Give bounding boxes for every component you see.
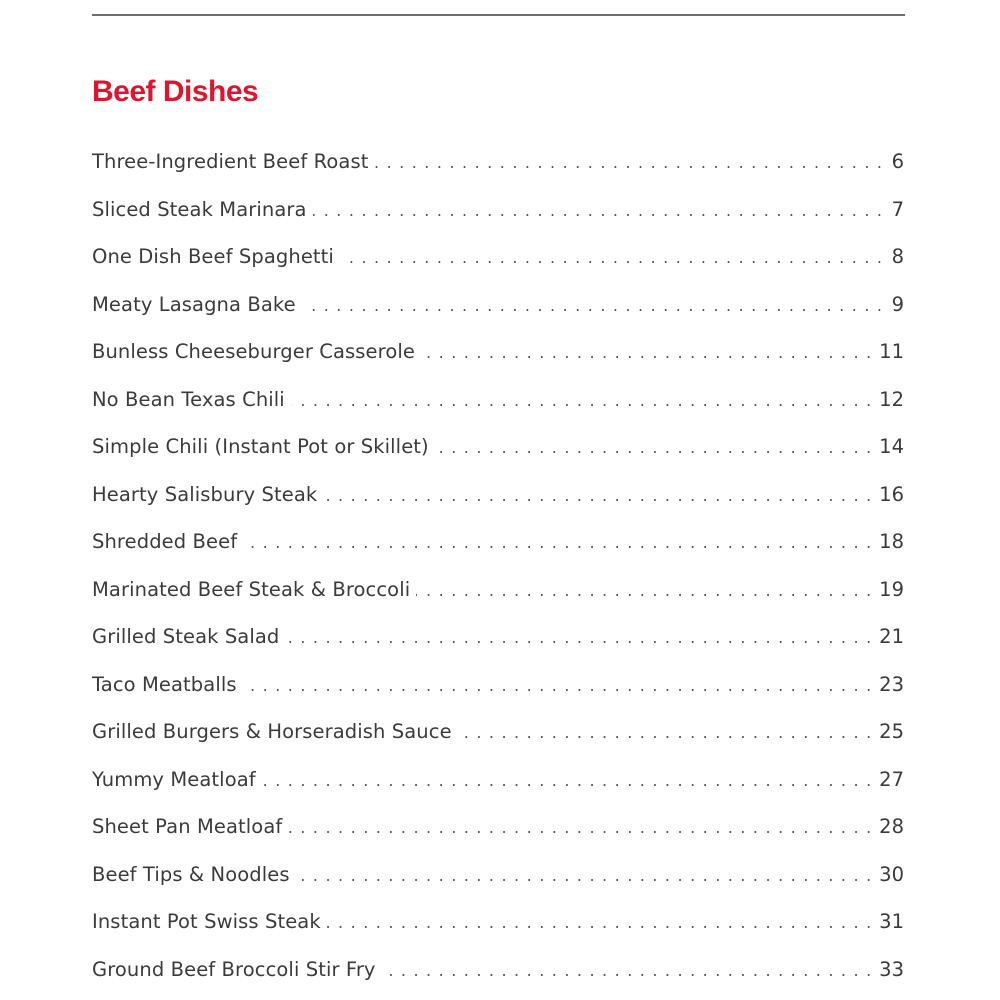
dot-leader bbox=[327, 906, 871, 940]
toc-entry-page: 21 bbox=[879, 625, 904, 648]
dot-leader bbox=[416, 574, 871, 608]
toc-entry-page: 19 bbox=[879, 577, 904, 601]
dot-leader bbox=[374, 146, 882, 180]
toc-entry-page: 18 bbox=[879, 530, 904, 553]
toc-entry[interactable] bbox=[92, 240, 904, 288]
toc-entry[interactable] bbox=[92, 810, 904, 858]
toc-entry-page: 28 bbox=[879, 815, 904, 838]
dot-leader bbox=[291, 384, 871, 418]
toc-entry-page: 7 bbox=[891, 197, 904, 221]
toc-entry-page: 23 bbox=[879, 672, 904, 696]
toc-entry-title: Yummy Meatloaf bbox=[92, 767, 256, 791]
toc-entry-title: Three-Ingredient Beef Roast bbox=[92, 150, 369, 173]
toc-entry-title: Marinated Beef Steak & Broccoli bbox=[92, 577, 411, 601]
dot-leader bbox=[285, 621, 871, 655]
toc-entry[interactable] bbox=[92, 858, 904, 906]
dot-leader bbox=[262, 764, 871, 798]
toc-entry-title: One Dish Beef Spaghetti bbox=[92, 245, 334, 268]
toc-entry[interactable] bbox=[92, 478, 904, 526]
toc-entry[interactable] bbox=[92, 715, 904, 763]
toc-entry[interactable] bbox=[92, 383, 904, 431]
section-title: Beef Dishes bbox=[92, 75, 259, 108]
toc-entry-page: 27 bbox=[879, 767, 904, 791]
toc-entry-page: 30 bbox=[879, 862, 904, 886]
toc-entry[interactable] bbox=[92, 288, 904, 336]
toc-entry-page: 9 bbox=[891, 292, 904, 316]
toc-entry-page: 12 bbox=[879, 387, 904, 411]
dot-leader bbox=[340, 241, 882, 275]
dot-leader bbox=[296, 859, 872, 893]
dot-leader bbox=[243, 526, 871, 560]
toc-entry[interactable] bbox=[92, 620, 904, 668]
dot-leader bbox=[458, 716, 872, 750]
toc-entry-page: 11 bbox=[879, 340, 904, 363]
toc-entry[interactable] bbox=[92, 430, 904, 478]
toc-entry[interactable] bbox=[92, 905, 904, 953]
dot-leader bbox=[323, 479, 871, 513]
dot-leader bbox=[243, 669, 872, 703]
toc-entry[interactable] bbox=[92, 668, 904, 716]
toc-entry-title: Sliced Steak Marinara bbox=[92, 197, 307, 221]
toc-entry-page: 25 bbox=[879, 720, 904, 743]
toc-entry-page: 16 bbox=[879, 482, 904, 506]
table-of-contents bbox=[92, 145, 904, 1000]
toc-entry-title: No Bean Texas Chili bbox=[92, 387, 285, 411]
toc-entry-page: 14 bbox=[879, 435, 904, 458]
dot-leader bbox=[382, 954, 872, 988]
toc-entry-title: Simple Chili (Instant Pot or Skillet) bbox=[92, 435, 429, 458]
toc-entry-page: 6 bbox=[891, 150, 904, 173]
dot-leader bbox=[313, 194, 882, 228]
toc-entry-title: Ground Beef Broccoli Stir Fry bbox=[92, 957, 376, 981]
dot-leader bbox=[421, 336, 871, 370]
toc-entry-title: Grilled Burgers & Horseradish Sauce bbox=[92, 720, 452, 743]
toc-entry-title: Beef Tips & Noodles bbox=[92, 862, 290, 886]
toc-entry-title: Bunless Cheeseburger Casserole bbox=[92, 340, 415, 363]
dot-leader bbox=[302, 289, 882, 323]
toc-entry[interactable] bbox=[92, 525, 904, 573]
dot-leader bbox=[288, 811, 871, 845]
toc-entry-title: Meaty Lasagna Bake bbox=[92, 292, 296, 316]
top-divider bbox=[92, 14, 905, 16]
toc-entry[interactable] bbox=[92, 193, 904, 241]
toc-entry-title: Hearty Salisbury Steak bbox=[92, 482, 318, 506]
toc-entry-title: Instant Pot Swiss Steak bbox=[92, 910, 321, 933]
toc-entry[interactable] bbox=[92, 573, 904, 621]
toc-entry-title: Grilled Steak Salad bbox=[92, 625, 280, 648]
toc-entry-title: Shredded Beef bbox=[92, 530, 238, 553]
toc-entry[interactable] bbox=[92, 953, 904, 1000]
dot-leader bbox=[435, 431, 871, 465]
toc-entry-page: 33 bbox=[879, 957, 904, 981]
toc-entry-page: 31 bbox=[879, 910, 904, 933]
toc-entry[interactable] bbox=[92, 145, 904, 193]
toc-entry-page: 8 bbox=[891, 245, 904, 268]
toc-entry[interactable] bbox=[92, 763, 904, 811]
toc-entry[interactable] bbox=[92, 335, 904, 383]
toc-entry-title: Sheet Pan Meatloaf bbox=[92, 815, 283, 838]
toc-entry-title: Taco Meatballs bbox=[92, 672, 237, 696]
